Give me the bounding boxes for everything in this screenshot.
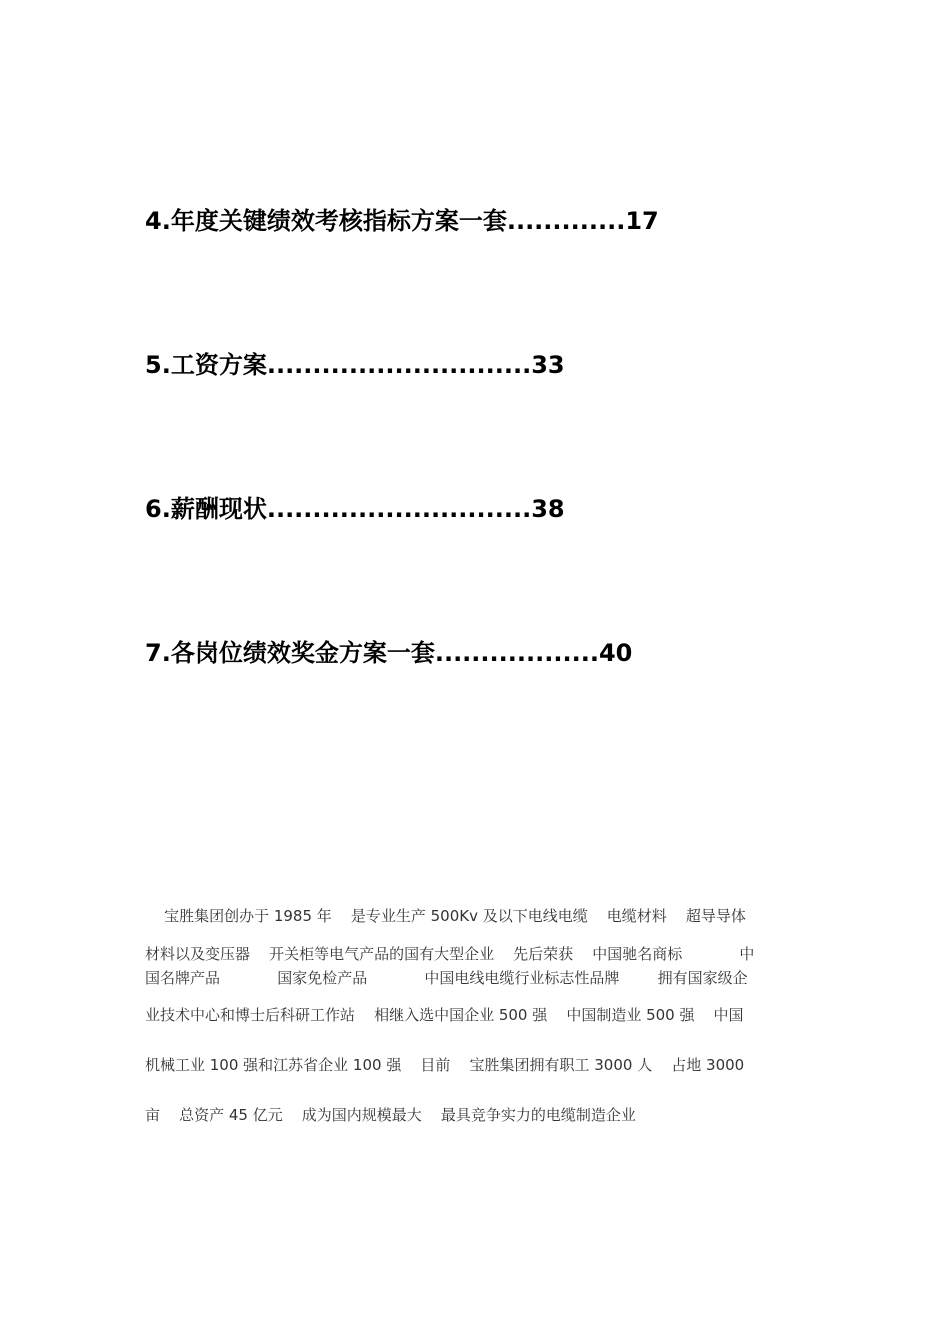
toc-title: 各岗位绩效奖金方案一套 [170,639,435,667]
toc-leader: .................. [434,639,599,667]
toc-number: 7. [145,639,171,667]
toc-page-number: 38 [531,495,565,523]
toc-entry [145,350,565,380]
toc-title: 年度关键绩效考核指标方案一套 [170,207,507,235]
toc-title: 工资方案 [170,351,267,379]
toc-entry [145,638,632,668]
toc-entry [145,206,659,236]
paragraph-line: 业技术中心和博士后科研工作站 相继入选中国企业 500 强 中国制造业 500 强 中国 [145,1006,744,1024]
toc-number: 5. [145,351,171,379]
toc-title: 薪酬现状 [170,495,267,523]
paragraph-line: 材料以及变压器 开关柜等电气产品的国有大型企业 先后荣获 中国驰名商标 中 [145,945,755,963]
toc-number: 4. [145,207,171,235]
toc-page-number: 33 [531,351,565,379]
paragraph-line: 亩 总资产 45 亿元 成为国内规模最大 最具竞争实力的电缆制造企业 [145,1106,636,1124]
toc-page-number: 40 [598,639,633,667]
toc-number: 6. [145,495,171,523]
toc-leader: ............. [506,207,626,235]
toc-leader: ............................. [266,351,532,379]
paragraph-line: 宝胜集团创办于 1985 年 是专业生产 500Kv 及以下电线电缆 电缆材料 超导导体 [145,907,746,925]
paragraph-line: 国名牌产品 国家免检产品 中国电线电缆行业标志性品牌 拥有国家级企 [145,969,748,987]
paragraph-line: 机械工业 100 强和江苏省企业 100 强 目前 宝胜集团拥有职工 3000 人 占地 3000 [145,1056,745,1074]
toc-entry [145,494,565,524]
toc-leader: ............................. [266,495,532,523]
toc-page-number: 17 [625,207,659,235]
